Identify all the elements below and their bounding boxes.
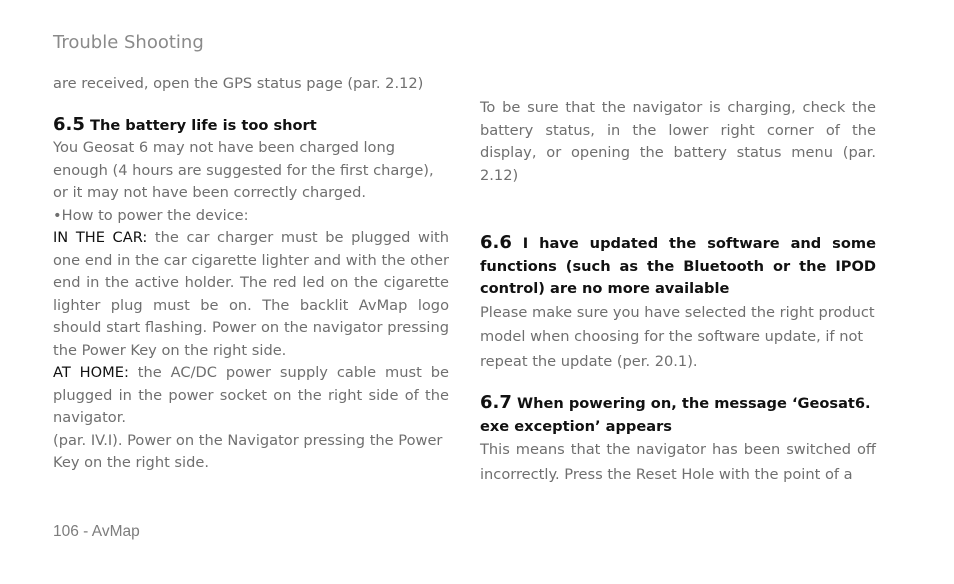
car-text: the car charger must be plugged with one end in the car cigarette lighter and with the other end in the active holder. The red led on the cigarette lighter plug must be on. The backlit AvMap logo should start flashing. Power on the navigator pressing the Power Key on the right side.: [53, 229, 449, 359]
charging-paragraph: To be sure that the navigator is charging, check the battery status, in the lower right corner of the display, or opening the battery status menu (par. 2.12): [480, 99, 876, 184]
paragraph: Please make sure you have selected the right product model when choosing for the software update, if not repeat the update (per. 20.1).: [480, 303, 875, 370]
home-text: the AC/DC power supply cable must be plugged in the power socket on the right side of the navigator.: [53, 364, 449, 426]
car-label: IN THE CAR:: [53, 229, 148, 246]
page-footer: 106 - AvMap: [53, 523, 140, 540]
right-column: [480, 97, 876, 487]
section-6-7-heading: [480, 392, 876, 438]
section-6-6-heading: [480, 232, 876, 301]
home-paragraph: [53, 362, 449, 430]
intro-text: are received, open the GPS status page (par. 2.12): [53, 75, 424, 92]
section-6-5-heading: [53, 114, 449, 138]
paragraph: This means that the navigator has been switched off incorrectly. Press the Reset Hole with the point of a: [480, 441, 876, 483]
section-number: 6.6: [480, 232, 512, 253]
section-title: When powering on, the message ‘Geosat6. exe exception’ appears: [480, 395, 871, 435]
home-label: AT HOME:: [53, 364, 129, 381]
section-number: 6.7: [480, 392, 512, 413]
paragraph: You Geosat 6 may not have been charged long enough (4 hours are suggested for the first charge), or it may not have been correctly charged.: [53, 139, 434, 201]
left-column: [53, 73, 449, 475]
section-number: 6.5: [53, 113, 85, 135]
page-header: Trouble Shooting: [53, 32, 204, 53]
bullet-item: •How to power the device:: [53, 206, 249, 224]
car-paragraph: [53, 227, 449, 362]
paragraph: (par. IV.I). Power on the Navigator pressing the Power Key on the right side.: [53, 431, 443, 471]
section-title: The battery life is too short: [89, 116, 317, 134]
section-title: I have updated the software and some functions (such as the Bluetooth or the IPOD control) are no more available: [480, 235, 876, 297]
